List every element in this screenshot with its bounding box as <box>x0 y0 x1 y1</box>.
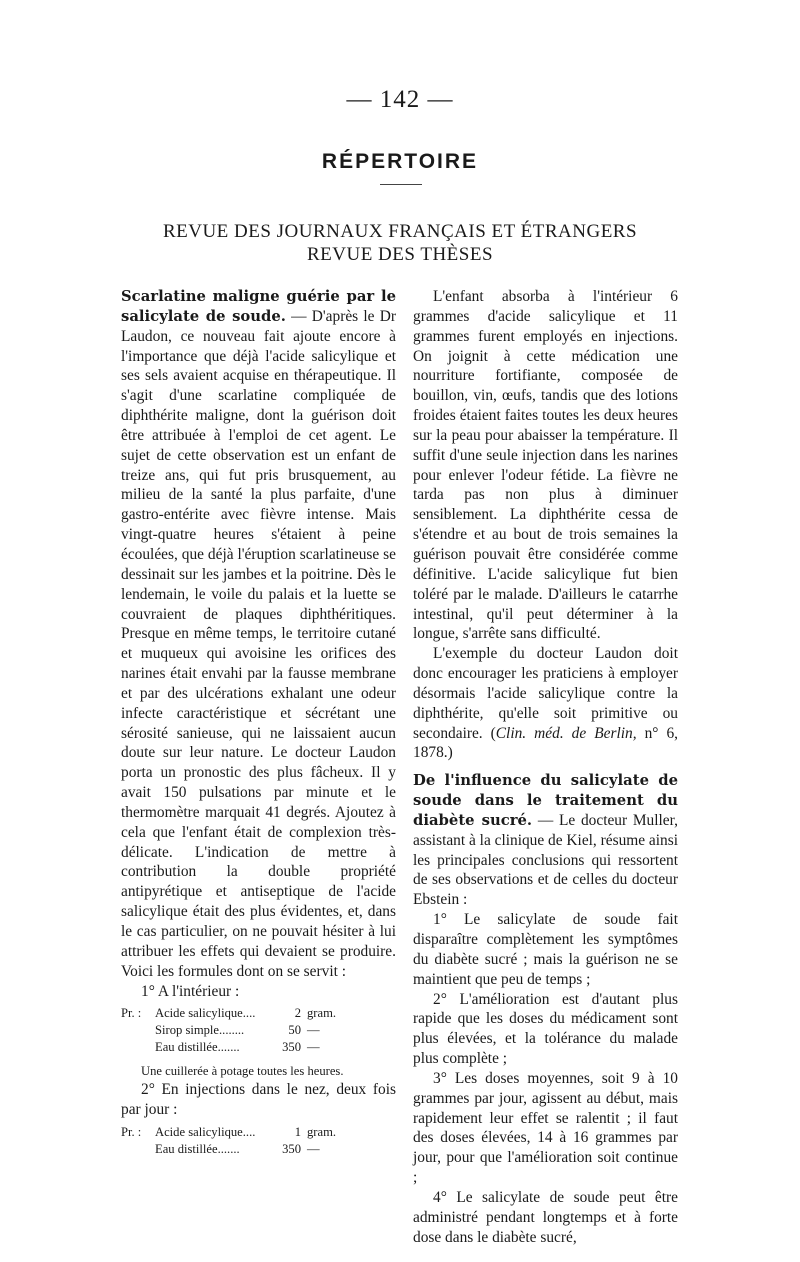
injection-heading: 2° En injections dans le nez, deux fois par jour : <box>121 1081 396 1119</box>
conclusion-3: 3° Les doses moyennes, soit 9 à 10 grammes par jour, agissent au début, mais rapidement leur effet se ralentit ; il faut des doses élevées, 14 à 16 grammes par jour, pour que l'amélioration soit continue ; <box>413 1069 678 1187</box>
recipe-1 <box>121 1005 396 1056</box>
subtitle-line-1: REVUE DES JOURNAUX FRANÇAIS ET ÉTRANGERS <box>162 221 638 242</box>
left-column <box>121 287 396 1164</box>
conclusion-1: 1° Le salicylate de soude fait disparaître complètement les symptômes du diabète sucré ; mais la guérison ne se maintient que peu de temps ; <box>413 911 678 988</box>
page-number: — 142 — <box>346 86 454 113</box>
interior-heading: 1° A l'intérieur : <box>141 982 240 1000</box>
recipe-row: Pr. : Acide salicylique.... 2 gram. <box>121 1006 337 1021</box>
conclusion-2: 2° L'amélioration est d'autant plus rapide que les doses du médicament sont plus élevées, et la tolérance du malade plus complète ; <box>413 990 678 1068</box>
article1-title: Scarlatine maligne guérie par le salicylate de soude. <box>121 288 396 325</box>
article2-paragraph <box>413 771 678 910</box>
article1-paragraph <box>121 287 396 982</box>
article1-body: — D'après le Dr Laudon, ce nouveau fait ajoute encore à l'importance que déjà l'acide salicylique et ses sels avaient acquise en thérapeutique. Il s'agit d'une scarlatine compliquée de diphthérite maligne, dont la guérison doit être attribuée à l'emploi de cet agent. Le sujet de cette observation est un enfant de treize ans, qui fut pris brusquement, au milieu de la santé la plus parfaite, d'une gastro-entérite avec fièvre intense. Mais vingt-quatre heures s'étaient à peine écoulées, que déjà l'éruption scarlatineuse se dessinait sur les jambes et la poitrine. Dès le lendemain, le voile du palais et la luette se couvraient de plaques diphthéritiques. Presque en même temps, le territoire cutané et muqueux qui avoisine les orifices des narines était envahi par la fausse membrane et par des ulcérations exhalant une odeur infecte caractéristique et sécrétant une sérosité sanieuse, qui ne laissaient aucun doute sur leur nature. Le docteur Laudon porta un pronostic des plus fâcheux. Il y avait 150 pulsations par minute et le thermomètre marquait 41 degrés. Ajoutez à cela que l'enfant était de complexion très-délicate. L'indication de mettre à contribution la double propriété antipyrétique et antiseptique de l'acide salicylique était des plus évidentes, et, dans le cas particulier, on ne pouvait hésiter à lui attribuer les effets qui devaient se produire. Voici les formules dont on se servit : <box>121 307 396 980</box>
recipe-2 <box>121 1124 396 1158</box>
recipe-row: Pr. : Acide salicylique.... 1 gram. <box>121 1125 337 1140</box>
title-rule <box>380 184 422 185</box>
article1-continuation: L'enfant absorba à l'intérieur 6 grammes d'acide salicylique et 11 grammes furent employés en injections. On joignit à cette médication une nourriture fortifiante, composée de bouillon, vin, œufs, tandis que des lotions froides étaient faites toutes les deux heures sur la peau pour abaisser la température. Il suffit d'une seule injection dans les narines pour enlever l'odeur fétide. La fièvre ne tarda pas non plus à diminuer sensiblement. La diphthérite cessa de s'étendre et au bout de trois semaines la guérison pouvait être considérée comme définitive. L'acide salicylique fut bien toléré par le malade. D'ailleurs le catarrhe intestinal, qu'il peut déterminer à la longue, s'arrête sans difficulté. <box>413 288 678 643</box>
article1-closing: L'exemple du docteur Laudon doit donc encourager les praticiens à employer désormais l'acide salicylique contre la diphthérite, qu'elle soit primitive ou secondaire. (Clin. méd. de Berlin, n° 6, 1878.) <box>413 645 678 762</box>
recipe-row: Eau distillée....... 350 — <box>155 1142 320 1157</box>
dose-note: Une cuillerée à potage toutes les heures. <box>141 1064 344 1079</box>
section-title: RÉPERTOIRE <box>321 150 479 173</box>
right-column <box>413 287 678 1248</box>
article2-title: De l'influence du salicylate de soude dans le traitement du diabète sucré. <box>413 772 678 829</box>
citation-journal: Clin. méd. de Berlin, <box>495 724 637 742</box>
recipe-row: Eau distillée....... 350 — <box>155 1040 320 1055</box>
subtitle-line-2: REVUE DES THÈSES <box>306 244 494 265</box>
recipe-row: Sirop simple........ 50 — <box>155 1023 320 1038</box>
article2-intro: — Le docteur Muller, assistant à la clinique de Kiel, résume ainsi les principales conclusions qui ressortent de ses observations et de celles du docteur Ebstein : <box>413 811 678 909</box>
conclusion-4: 4° Le salicylate de soude peut être administré pendant longtemps et à forte dose dans le diabète sucré, <box>413 1188 678 1246</box>
